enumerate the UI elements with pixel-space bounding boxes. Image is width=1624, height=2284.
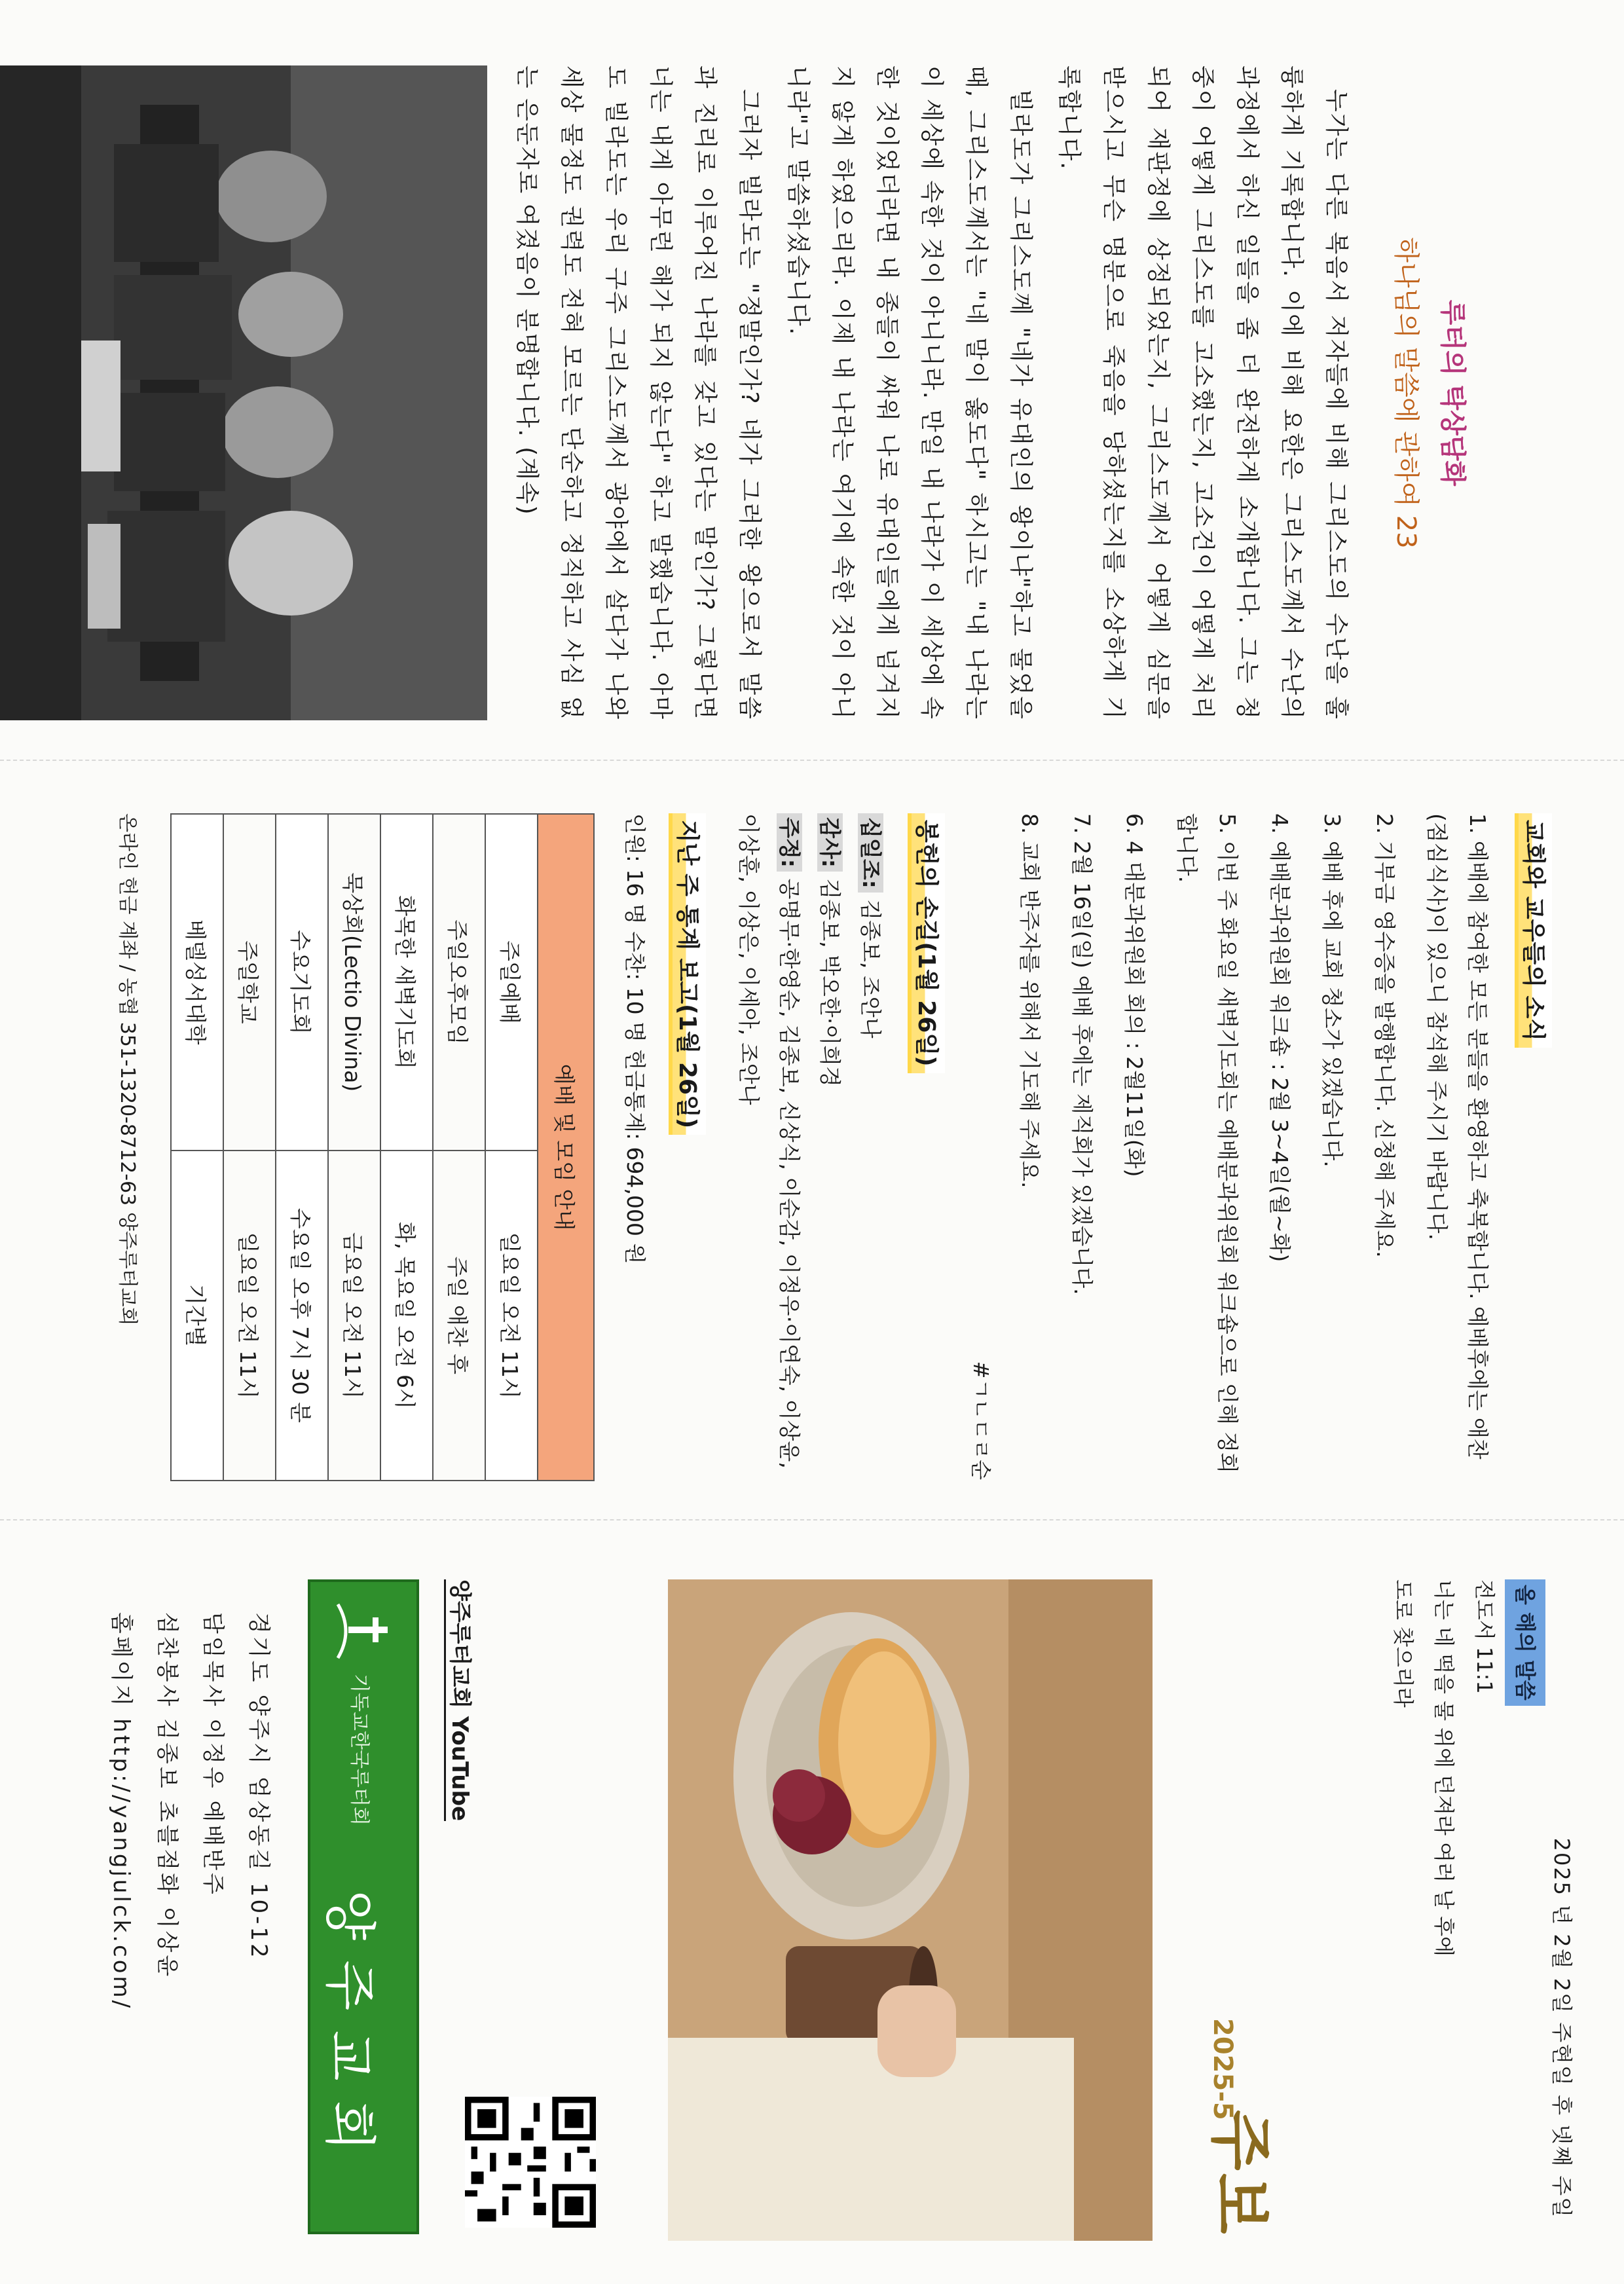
column-heading: 루터의 탁상담화 (1437, 299, 1467, 487)
church-info (98, 1612, 282, 2010)
communion-bread-cup-photo (668, 1579, 1153, 2241)
verse-text: 너는 네 떡을 물 위에 던져라 여러 날 후에 도로 찾으리라 (1391, 1579, 1456, 1957)
schedule-name: 베델성서대학 (171, 814, 223, 1151)
schedule-name: 묵상회(Lectio Divina) (328, 814, 380, 1151)
schedule-table (170, 813, 595, 1481)
bulletin-title: 주보 (1204, 2110, 1277, 2237)
table-talk-painting (0, 65, 487, 720)
hashtag-note: #ㄱㄴㄷㄹ순 (969, 1361, 993, 1480)
column-body (504, 65, 1358, 720)
schedule-time: 주일 애찬 후 (433, 1151, 485, 1481)
offering-names: 김종보, 박오한·이희경 (817, 878, 843, 1087)
info-homepage[interactable]: 홈페이지 http://yangjulck.com/ (108, 1612, 134, 2011)
table-row (223, 814, 276, 1481)
info-address: 경기도 양주시 엄상동길 10-12 (246, 1612, 272, 1961)
news-item: 8. 교회 반주자를 위해서 기도해 주세요. (1017, 813, 1043, 1188)
schedule-title: 예배 및 모임 안내 (538, 814, 594, 1481)
offering-row (850, 813, 891, 1480)
service-date: 2025 년 2월 2일 주현일 후 넷째 주일 (1549, 1837, 1574, 2219)
stats-title: 지난 주 통계 보고(1월 26일) (669, 813, 706, 1135)
table-row (328, 814, 380, 1481)
luther-table-talk-panel (0, 0, 1624, 760)
news-panel (0, 760, 1624, 1519)
yearly-verse (1383, 1579, 1545, 1972)
schedule-name: 주일오후모임 (433, 814, 485, 1151)
church-name: 양주교회 (319, 1890, 380, 2171)
stats-line: 인원: 16 명 수찬: 10 명 헌금통계: 694,000 원 (622, 813, 648, 1264)
verse-ref: 전도서 11:1 (1472, 1579, 1497, 1694)
schedule-name: 화목한 새벽기도회 (380, 814, 433, 1151)
paragraph: 빌라도가 그리스도께 "네가 유대인의 왕이냐"하고 물었을 때, 그리스도께서는 "네 말이 옳도다" 하시고는 "내 나라는 이 세상에 속한 것이 아니니라. 만일 내 나라가 이 세상에 속한 것이었더라면 내 종들이 싸워 나로 유대인들에게 넘겨지지 않게 하였으리라. 이제 내 나라는 여기에 속한 것이 아니니라"고 말씀하셨습니다. (784, 65, 1034, 720)
schedule-time: 기간별 (171, 1151, 223, 1481)
paragraph: 그러자 빌라도는 "정말인가? 네가 그러한 왕으로서 말씀과 진리로 이루어진 나라를 갖고 있다는 말인가? 그렇다면 너는 내게 아무런 해가 되지 않는다" 하고 말했습니다. 아마도 빌라도는 우리 구주 그리스도께서 광야에서 살다가 나와 세상 물정도 권력도 전혀 모르는 단순하고 정직하고 사심 없는 은둔자로 여겼음이 분명합니다. (계속) (513, 65, 763, 720)
schedule-time: 금요일 오전 11시 (328, 1151, 380, 1481)
column-subtitle: 하나님의 말씀에 관하여 23 (1391, 237, 1421, 549)
info-pastor: 담임목사 이정우 예배반주 (200, 1612, 226, 1897)
issue-number: 2025-5 (1208, 2018, 1238, 2120)
bank-account: 온라인 헌금 계좌 / 농협 351-1320-8712-63 양주루터교회 (116, 813, 139, 1326)
info-volunteers: 섬찬봉사 김종보 초블점화 이상윤 (154, 1612, 180, 1980)
schedule-time: 화, 목요일 오전 6시 (380, 1151, 433, 1481)
youtube-channel-link[interactable]: 양주루터교회 YouTube (444, 1579, 478, 1821)
schedule-time: 수요일 오후 7시 30 분 (276, 1151, 328, 1481)
offering-role: 십일조: (858, 813, 883, 893)
table-row (433, 814, 485, 1481)
news-item: 7. 2월 16일(일) 예배 후에는 제직회가 있겠습니다. (1069, 813, 1095, 1295)
schedule-time: 일요일 오전 11시 (223, 1151, 276, 1481)
table-row (380, 814, 433, 1481)
denomination-label: 기독교한국루터회 (348, 1674, 371, 1826)
schedule-time: 일요일 오전 11시 (485, 1151, 538, 1481)
table-row (171, 814, 223, 1481)
news-title: 교회와 교우들의 소식 (1515, 813, 1552, 1048)
cross-icon (331, 1602, 390, 1661)
offering-title: 봉헌의 손길(1월 26일) (908, 813, 945, 1073)
news-item: 3. 예배 후에 교회 청소가 있겠습니다. (1320, 813, 1345, 1168)
cover-panel (0, 1519, 1624, 2284)
news-item: 2. 기부금 영수증을 발행합니다. 신청해 주세요. (1372, 813, 1397, 1258)
offering-role: 감사: (817, 813, 843, 872)
schedule-name: 수요기도회 (276, 814, 328, 1151)
schedule-name: 주일예배 (485, 814, 538, 1151)
paragraph: 누가는 다른 복음서 저자들에 비해 그리스도의 수난을 훌륭하게 기록합니다. 이에 비해 요한은 그리스도께서 수난의 과정에서 하신 일들을 좀 더 완전하게 소개합니다. 그는 청중이 어떻게 그리스도를 고소했는지, 고소건이 어떻게 처리되어 재판정에 상정되었는지, 그리스도께서 어떻게 심문을 받으시고 무슨 명분으로 죽음을 당하셨는지를 소상하게 기록합니다. (1056, 65, 1350, 720)
offering-list (728, 813, 891, 1480)
offering-row (728, 813, 809, 1480)
schedule-name: 주일학교 (223, 814, 276, 1151)
news-item: 6. 4 대분과위원회 회의 : 2월11일(화) (1122, 813, 1147, 1177)
offering-names: 김종보, 조안나 (858, 899, 883, 1039)
offering-row (809, 813, 850, 1480)
news-item: 5. 이번 주 화요일 새벽기도회는 예배분과위원회 워크숍으로 인해 정회합니다. (1174, 813, 1240, 1473)
offering-names: 공명무·한영순, 김종보, 신상식, 이순감, 이정우·이연숙, 이상윤, 이상훈, 이상은, 이세아, 조안나 (736, 813, 802, 1469)
news-item: 1. 예배에 참여한 모든 분들을 환영하고 축복합니다. 예배후에는 애찬(점심식사)이 있으니 참석해 주시기 바랍니다. (1424, 813, 1490, 1460)
church-name-banner (308, 1579, 419, 2234)
table-row (485, 814, 538, 1481)
news-list (1009, 813, 1498, 1480)
verse-title: 올 해의 말씀 (1505, 1579, 1545, 1706)
offering-role: 주정: (777, 813, 802, 872)
qr-code-icon (465, 2097, 596, 2228)
table-row (276, 814, 328, 1481)
news-item: 4. 예배분과위원회 워크숍 : 2월 3~4일(월~화) (1267, 813, 1293, 1262)
